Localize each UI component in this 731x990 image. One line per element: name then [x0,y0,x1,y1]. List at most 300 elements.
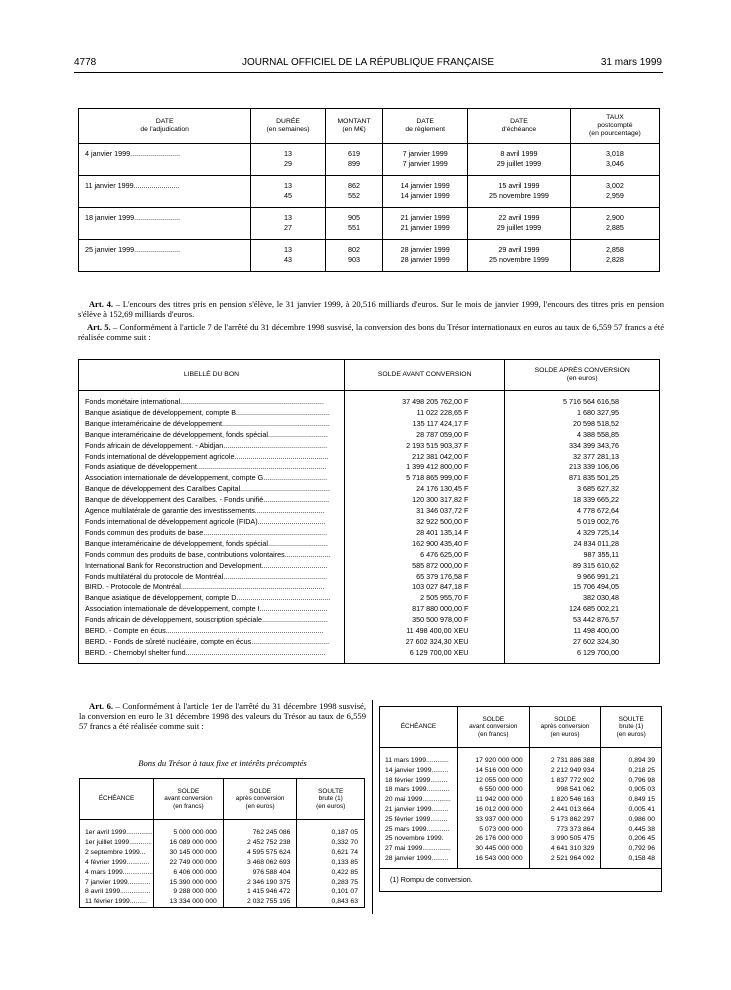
taux-cell [570,176,659,208]
header-row [80,779,365,820]
bond-label: Fonds international de développement agricole............................................... [79,452,345,463]
soulte-value: 0,101 07 [297,887,365,897]
balance-francs: 26 176 000 000 [457,834,529,844]
balance-after: 4 778 672,64 [505,506,660,517]
bond-label: Banque interaméricaine de développement...................................................... [79,419,345,430]
bond-label: Fonds asiatique de développement................................................................. [79,462,345,473]
column-header: SOULTE brute (1) (en euros) [601,707,662,748]
bond-label: BIRD. - Protocole de Montréal........................................................................ [79,582,345,593]
echeance-date: 25 novembre 1999. [380,834,458,844]
table-padding-row [79,659,660,664]
balance-before: 135 117 424,17 F [344,419,505,430]
montant-value: 905 [348,213,361,222]
balance-before: 2 505 955,70 F [344,593,505,604]
soulte-value: 0,796 98 [601,776,662,786]
adjudication-date: 25 janvier 1999....................... [79,240,251,272]
balance-francs: 14 516 000 000 [457,766,529,776]
duree-cell [251,176,325,208]
reglement-cell [383,208,468,240]
article-5 [78,322,664,342]
column-header: LIBELLÉ DU BON [79,360,345,391]
table-row [79,517,660,528]
balance-before: 28 787 059,00 F [344,430,505,441]
balance-francs: 5 073 000 000 [457,825,529,835]
header-row [79,360,660,391]
table-row [79,391,660,408]
echeance-date: 2 septembre 1999... [80,848,154,858]
reglement-value: 28 janvier 1999 [400,245,450,254]
table-row [380,756,662,766]
table-row [380,776,662,786]
soulte-value: 0,187 05 [297,828,365,838]
bons-internationaux-table [78,359,660,664]
table-spacer-row [380,748,662,757]
bond-label: Association internationale de développement, compte G................................ [79,473,345,484]
bond-label: Fonds multilatéral du protocole de Montréal.................................................... [79,572,345,583]
table-row [79,561,660,572]
balance-francs: 6 406 000 000 [154,868,224,878]
bond-label: Banque asiatique de développement, compte D............................................... [79,593,345,604]
balance-euros: 1 837 772 902 [529,776,601,786]
balance-euros: 1 415 946 472 [223,887,297,897]
echeance-table-left [79,778,365,908]
table-row [79,441,660,452]
balance-after: 89 315 610,62 [505,561,660,572]
header-rule [74,72,663,73]
duree-cell [251,144,325,176]
balance-before: 2 193 515 903,37 F [344,441,505,452]
issue-date: 31 mars 1999 [600,57,662,68]
table-row [79,462,660,473]
bond-label: International Bank for Reconstruction and Development................................. [79,561,345,572]
table-row [79,604,660,615]
table-row [79,593,660,604]
adjudication-group [79,208,660,240]
montant-cell [325,240,383,272]
table-row [79,452,660,463]
page-number: 4778 [74,57,97,68]
balance-euros: 2 346 190 375 [223,878,297,888]
article-5-text: – Conformément à l'article 7 de l'arrêté du 31 décembre 1998 susvisé, la conversion des bons du Trésor internationaux en euros au taux de 6,559 57 francs a été réalisée comme suit : [78,322,665,342]
table-row [79,506,660,517]
table-row [380,844,662,854]
balance-after: 334 399 343,76 [505,441,660,452]
taux-value: 2,959 [605,191,624,200]
column-separator [372,700,373,914]
column-header: TAUX postcompté (en pourcentage) [570,109,659,144]
balance-euros: 762 245 086 [223,828,297,838]
balance-after: 4 388 558,85 [505,430,660,441]
table-row [80,838,365,848]
balance-before: 103 027 847,18 F [344,582,505,593]
table-row [80,868,365,878]
balance-after: 20 598 518,52 [505,419,660,430]
column-header: DATE de règlement [383,109,468,144]
duree-value: 29 [284,159,293,168]
taux-value: 2,828 [605,255,624,264]
soulte-value: 0,158 48 [601,854,662,864]
balance-after: 382 030,48 [505,593,660,604]
echeance-cell [467,176,570,208]
balance-after: 9 966 991,21 [505,572,660,583]
balance-before: 27 602 324,30 XEU [344,637,505,648]
echeance-date: 1er avril 1999.............. [80,828,154,838]
adjudication-date: 4 janvier 1999......................... [79,144,251,176]
echeance-date: 11 février 1999......... [80,897,154,907]
balance-before: 162 900 435,40 F [344,539,505,550]
balance-after: 4 329 725,14 [505,528,660,539]
echeance-date: 8 avril 1999................ [80,887,154,897]
column-header: SOLDE avant conversion (en francs) [154,779,224,820]
echeance-table-right [379,706,662,892]
column-header: SOLDE après conversion (en euros) [529,707,601,748]
column-header: SOLDE AVANT CONVERSION [344,360,505,391]
table-row [380,766,662,776]
echeance-date: 14 janvier 1999......... [380,766,458,776]
balance-before: 817 880 000,00 F [344,604,505,615]
table-row [79,582,660,593]
bond-label: BERD. - Chernobyl shelter fund...................................................................... [79,648,345,659]
reglement-cell [383,176,468,208]
duree-cell [251,208,325,240]
echeance-date: 20 mai 1999............... [380,795,458,805]
balance-francs: 30 445 000 000 [457,844,529,854]
article-5-label: Art. 5. [86,322,111,332]
bond-label: Fonds monétaire international........................................................................ [79,391,345,408]
table-row [380,805,662,815]
column-header: SOULTE brute (1) (en euros) [297,779,365,820]
montant-value: 551 [348,223,361,232]
reglement-value: 14 janvier 1999 [400,181,450,190]
balance-before: 37 498 205 762,00 F [344,391,505,408]
balance-after: 18 339 665,22 [505,495,660,506]
article-6-text: – Conformément à l'article 1er de l'arrêté du 31 décembre 1998 susvisé, la conversion en euro le 31 décembre 1998 des valeurs du Trésor au taux de 6,559 57 francs a été réalisée comme suit : [79,701,367,731]
taux-value: 3,046 [605,159,624,168]
balance-francs: 16 543 000 000 [457,854,529,864]
duree-value: 45 [284,191,293,200]
echeance-date: 11 mars 1999............ [380,756,458,766]
table-row [79,408,660,419]
page-header [74,57,662,71]
balance-after: 27 602 324,30 [505,637,660,648]
table-row [79,572,660,583]
balance-euros: 4 595 575 624 [223,848,297,858]
bond-label: Fonds africain de développement, souscription spéciale................................. [79,615,345,626]
balance-francs: 13 334 000 000 [154,897,224,907]
bond-label: Banque asiatique de développement, compte B............................................... [79,408,345,419]
echeance-date: 4 mars 1999................ [80,868,154,878]
footnote-row [380,868,662,891]
adjudication-table [78,108,660,272]
balance-before: 212 381 042,00 F [344,452,505,463]
bond-label: Fonds international de développement agricole (FIDA).................................. [79,517,345,528]
taux-value: 2,885 [605,223,624,232]
table-row [380,795,662,805]
reglement-cell [383,144,468,176]
balance-before: 11 022 228,65 F [344,408,505,419]
montant-value: 802 [348,245,361,254]
echeance-date: 25 mars 1999............ [380,825,458,835]
soulte-value: 0,986 00 [601,815,662,825]
echeance-date: 18 février 1999......... [380,776,458,786]
adjudication-group [79,240,660,272]
soulte-value: 0,843 63 [297,897,365,907]
balance-euros: 3 990 505 475 [529,834,601,844]
echeance-value: 29 juillet 1999 [496,223,542,232]
balance-after: 15 706 494,05 [505,582,660,593]
echeance-date: 4 février 1999............ [80,858,154,868]
echeance-date: 28 janvier 1999......... [380,854,458,864]
table-row [79,637,660,648]
header-row [79,109,660,144]
table-row [380,785,662,795]
soulte-value: 0,894 39 [601,756,662,766]
column-header: DURÉE (en semaines) [251,109,325,144]
echeance-date: 21 janvier 1999......... [380,805,458,815]
table-row [380,815,662,825]
adjudication-date: 11 janvier 1999....................... [79,176,251,208]
soulte-value: 0,206 45 [601,834,662,844]
table-row [80,848,365,858]
column-header: MONTANT (en M€) [325,109,383,144]
echeance-date: 18 mars 1999............ [380,785,458,795]
reglement-value: 7 janvier 1999 [402,159,448,168]
balance-francs: 5 000 000 000 [154,828,224,838]
echeance-cell [467,144,570,176]
table-row [79,648,660,659]
balance-before: 5 718 865 999,00 F [344,473,505,484]
bond-label: BERD. - Compte en écus............................................................................... [79,626,345,637]
soulte-value: 0,283 75 [297,878,365,888]
balance-francs: 9 288 000 000 [154,887,224,897]
echeance-value: 22 avril 1999 [498,213,540,222]
table-row [80,897,365,907]
duree-cell [251,240,325,272]
bond-label: Banque interaméricaine de développement, fonds spécial.............................. [79,430,345,441]
column-header: DATE d'échéance [467,109,570,144]
echeance-value: 15 avril 1999 [498,181,540,190]
header-row [380,707,662,748]
balance-after: 6 129 700,00 [505,648,660,659]
balance-before: 24 176 130,45 F [344,484,505,495]
reglement-value: 7 janvier 1999 [402,149,448,158]
bond-label: Fonds africain de développement. - Abidjan.................................................... [79,441,345,452]
soulte-value: 0,621 74 [297,848,365,858]
balance-francs: 6 550 000 000 [457,785,529,795]
balance-euros: 2 521 964 092 [529,854,601,864]
bond-label: Banque de développement des Caraïbes Capital............................................. [79,484,345,495]
soulte-value: 0,905 03 [601,785,662,795]
table-row [79,430,660,441]
table-row [79,484,660,495]
balance-euros: 2 452 752 238 [223,838,297,848]
table-row [79,615,660,626]
balance-euros: 2 731 886 388 [529,756,601,766]
duree-value: 13 [284,245,293,254]
balance-euros: 2 441 013 664 [529,805,601,815]
bond-label: Association internationale de développement, compte I.................................. [79,604,345,615]
balance-euros: 976 588 404 [223,868,297,878]
balance-before: 1 399 412 800,00 F [344,462,505,473]
bond-label: Fonds commun des produits de base, contributions volontaires....................... [79,550,345,561]
soulte-value: 0,792 96 [601,844,662,854]
balance-francs: 30 145 000 000 [154,848,224,858]
table-row [79,550,660,561]
balance-francs: 33 937 000 000 [457,815,529,825]
montant-value: 903 [348,255,361,264]
bond-label: BERD. - Fonds de sûreté nucléaire, compte en écus....................................... [79,637,345,648]
balance-after: 32 377 281,13 [505,452,660,463]
table-row [380,834,662,844]
balance-euros: 773 373 864 [529,825,601,835]
adjudication-group [79,176,660,208]
taux-value: 2,858 [605,245,624,254]
table-row [79,495,660,506]
montant-value: 619 [348,149,361,158]
column-header: SOLDE après conversion (en euros) [223,779,297,820]
balance-euros: 2 212 949 934 [529,766,601,776]
taux-value: 3,018 [605,149,624,158]
article-4-text: – L'encours des titres pris en pension s'élève, le 31 janvier 1999, à 20,516 milliards d'euros. Sur le mois de janvier 1999, l'encours des titres pris en pension s'élève à 152,69 milliards d'euros. [78,299,665,319]
echeance-value: 29 avril 1999 [498,245,540,254]
table-row [380,854,662,864]
column-header: SOLDE APRÈS CONVERSION (en euros) [505,360,660,391]
bond-label: Banque de développement des Caraïbes. - Fonds unifié................................. [79,495,345,506]
footnote: (1) Rompu de conversion. [380,868,662,891]
balance-after: 871 835 501,25 [505,473,660,484]
balance-euros: 4 641 310 329 [529,844,601,854]
table-row [380,825,662,835]
bond-label: Fonds commun des produits de base.............................................................. [79,528,345,539]
table-spacer-row [80,820,365,829]
balance-euros: 2 032 755 195 [223,897,297,907]
echeance-value: 29 juillet 1999 [496,159,542,168]
balance-after: 5 716 564 616,58 [505,391,660,408]
soulte-value: 0,849 15 [601,795,662,805]
balance-euros: 998 541 062 [529,785,601,795]
echeance-value: 25 novembre 1999 [488,191,549,200]
table-row [80,858,365,868]
echeance-date: 1er juillet 1999............ [80,838,154,848]
balance-before: 32 922 500,00 F [344,517,505,528]
table-row [79,528,660,539]
adjudication-date: 18 janvier 1999....................... [79,208,251,240]
article-6-label: Art. 6. [89,701,114,711]
column-header: DATE de l'adjudication [79,109,251,144]
balance-euros: 1 820 546 163 [529,795,601,805]
column-header: ÉCHÉANCE [80,779,154,820]
montant-cell [325,144,383,176]
balance-after: 124 685 002,21 [505,604,660,615]
bons-title: Bons du Trésor à taux fixe et intérêts précomptés [138,758,307,768]
duree-value: 13 [284,181,293,190]
balance-francs: 16 089 000 000 [154,838,224,848]
article-4 [78,299,664,319]
taux-cell [570,240,659,272]
soulte-value: 0,218 25 [601,766,662,776]
bond-label: Agence multilatérale de garantie des investissements................................... [79,506,345,517]
montant-value: 552 [348,191,361,200]
balance-before: 350 500 978,00 F [344,615,505,626]
table-row [79,473,660,484]
echeance-date: 27 mai 1999............... [380,844,458,854]
balance-before: 6 129 700,00 XEU [344,648,505,659]
echeance-cell [467,240,570,272]
montant-cell [325,176,383,208]
balance-after: 11 498 400,00 [505,626,660,637]
table-row [79,539,660,550]
article-6 [79,701,366,731]
balance-before: 120 300 317,82 F [344,495,505,506]
journal-title: JOURNAL OFFICIEL DE LA RÉPUBLIQUE FRANÇAISE [241,57,495,68]
table-row [80,828,365,838]
reglement-value: 21 janvier 1999 [400,213,450,222]
balance-francs: 15 390 000 000 [154,878,224,888]
bond-label: Banque interaméricaine de développement, fonds spécial.............................. [79,539,345,550]
table-row [79,626,660,637]
echeance-value: 25 novembre 1999 [488,255,549,264]
montant-value: 862 [348,181,361,190]
balance-before: 11 498 400,00 XEU [344,626,505,637]
duree-value: 13 [284,213,293,222]
column-header: ÉCHÉANCE [380,707,458,748]
reglement-cell [383,240,468,272]
balance-francs: 17 920 000 000 [457,756,529,766]
duree-value: 13 [284,149,293,158]
soulte-value: 0,332 70 [297,838,365,848]
taux-cell [570,208,659,240]
reglement-value: 21 janvier 1999 [400,223,450,232]
echeance-date: 7 janvier 1999............ [80,878,154,888]
soulte-value: 0,133 85 [297,858,365,868]
balance-francs: 11 942 000 000 [457,795,529,805]
balance-after: 3 685 627,32 [505,484,660,495]
taux-cell [570,144,659,176]
reglement-value: 14 janvier 1999 [400,191,450,200]
table-row [80,887,365,897]
balance-after: 213 339 106,06 [505,462,660,473]
table-row [80,878,365,888]
balance-francs: 12 055 000 000 [457,776,529,786]
duree-value: 43 [284,255,293,264]
balance-euros: 5 173 862 297 [529,815,601,825]
montant-cell [325,208,383,240]
balance-francs: 22 749 000 000 [154,858,224,868]
balance-before: 65 379 176,58 F [344,572,505,583]
balance-francs: 16 012 000 000 [457,805,529,815]
balance-after: 53 442 876,57 [505,615,660,626]
balance-before: 28 401 135,14 F [344,528,505,539]
article-4-label: Art. 4. [88,299,114,309]
balance-after: 5 019 002,76 [505,517,660,528]
soulte-value: 0,422 85 [297,868,365,878]
reglement-value: 28 janvier 1999 [400,255,450,264]
soulte-value: 0,445 38 [601,825,662,835]
balance-after: 24 834 011,28 [505,539,660,550]
table-row [79,419,660,430]
taux-value: 2,900 [605,213,624,222]
balance-after: 987 355,11 [505,550,660,561]
column-header: SOLDE avant conversion (en francs) [457,707,529,748]
balance-before: 6 476 625,00 F [344,550,505,561]
echeance-date: 25 février 1999......... [380,815,458,825]
taux-value: 3,002 [605,181,624,190]
echeance-cell [467,208,570,240]
soulte-value: 0,005 41 [601,805,662,815]
montant-value: 899 [348,159,361,168]
balance-before: 585 872 000,00 F [344,561,505,572]
echeance-value: 8 avril 1999 [500,149,538,158]
